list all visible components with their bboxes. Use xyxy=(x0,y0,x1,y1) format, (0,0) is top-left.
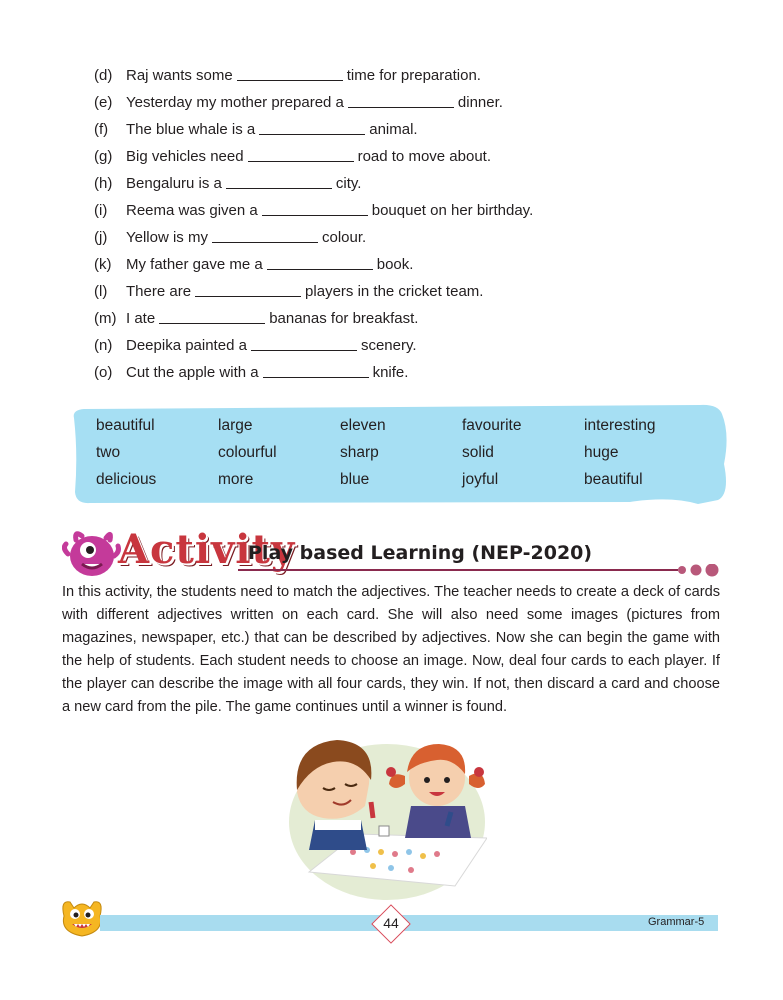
question-label: (o) xyxy=(94,364,113,381)
question-text: Cut the apple with a xyxy=(126,364,259,381)
heading-underline xyxy=(238,564,738,578)
answer-blank xyxy=(262,199,368,216)
word-box xyxy=(70,404,730,506)
word-option: solid xyxy=(462,444,494,461)
question-text: My father gave me a xyxy=(126,256,263,273)
question-text: Yellow is my xyxy=(126,229,208,246)
question-text: road to move about. xyxy=(357,148,491,165)
question-text: Raj wants some xyxy=(126,67,233,84)
word-option: two xyxy=(96,444,121,461)
word-option: beautiful xyxy=(584,471,643,488)
word-option: huge xyxy=(584,444,619,461)
question-item xyxy=(94,253,533,280)
question-label: (f) xyxy=(94,121,109,138)
question-item xyxy=(94,145,533,172)
question-label: (j) xyxy=(94,229,108,246)
question-list xyxy=(94,64,533,388)
question-text: bouquet on her birthday. xyxy=(371,202,534,219)
answer-blank xyxy=(348,91,454,108)
answer-blank xyxy=(195,280,301,297)
question-text: city. xyxy=(335,175,362,192)
answer-blank xyxy=(263,361,369,378)
question-text: Bengaluru is a xyxy=(126,175,222,192)
question-item xyxy=(94,361,533,388)
book-title: Grammar-5 xyxy=(648,916,705,928)
question-text: book. xyxy=(376,256,414,273)
question-label: (e) xyxy=(94,94,113,111)
answer-blank xyxy=(226,172,332,189)
activity-subtitle: Play based Learning (NEP-2020) xyxy=(248,542,593,564)
question-text: Reema was given a xyxy=(126,202,258,219)
question-item xyxy=(94,172,533,199)
answer-blank xyxy=(267,253,373,270)
question-text: Deepika painted a xyxy=(126,337,247,354)
word-option: joyful xyxy=(462,471,499,488)
question-item xyxy=(94,64,533,91)
answer-blank xyxy=(248,145,354,162)
question-item xyxy=(94,307,533,334)
question-label: (n) xyxy=(94,337,113,354)
word-option: favourite xyxy=(462,417,522,434)
question-item xyxy=(94,226,533,253)
answer-blank xyxy=(212,226,318,243)
word-option: beautiful xyxy=(96,417,155,434)
activity-paragraph: In this activity, the students need to match the adjectives. The teacher needs to create a deck of cards with different adjectives written on each card. She will also need some images (pictures from magazines, newspaper, etc.) that can be described by adjectives. Now she can begin the game with the help of students. Each student needs to choose an image. Now, deal four cards to each player. If the player can describe the image with all four cards, they win. If not, then discard a card and choose a new card from the pile. The game continues until a winner is found. xyxy=(62,584,720,715)
question-item xyxy=(94,118,533,145)
activity-title: Activity xyxy=(118,526,296,573)
word-option: large xyxy=(218,417,253,434)
answer-blank xyxy=(159,307,265,324)
answer-blank xyxy=(237,64,343,81)
question-label: (l) xyxy=(94,283,108,300)
answer-blank xyxy=(259,118,365,135)
word-option: eleven xyxy=(340,417,386,434)
word-option: sharp xyxy=(340,444,379,461)
question-item xyxy=(94,91,533,118)
answer-blank xyxy=(251,334,357,351)
question-label: (g) xyxy=(94,148,113,165)
question-text: I ate xyxy=(126,310,156,327)
page-number-badge xyxy=(377,910,405,938)
question-item xyxy=(94,199,533,226)
question-text: colour. xyxy=(321,229,367,246)
word-grid xyxy=(96,414,706,491)
question-text: There are xyxy=(126,283,192,300)
word-option: delicious xyxy=(96,471,157,488)
question-label: (k) xyxy=(94,256,112,273)
mascot-footer-icon xyxy=(58,896,106,940)
word-option: more xyxy=(218,471,254,488)
question-text: bananas for breakfast. xyxy=(269,310,419,327)
question-label: (m) xyxy=(94,310,117,327)
question-text: dinner. xyxy=(457,94,503,111)
question-label: (h) xyxy=(94,175,113,192)
word-option: interesting xyxy=(584,417,656,434)
question-text: players in the cricket team. xyxy=(305,283,484,300)
question-label: (i) xyxy=(94,202,108,219)
question-text: time for preparation. xyxy=(346,67,481,84)
question-text: knife. xyxy=(372,364,409,381)
activity-header xyxy=(62,520,722,582)
question-text: animal. xyxy=(369,121,418,138)
word-option: blue xyxy=(340,471,370,488)
question-text: scenery. xyxy=(360,337,417,354)
kids-board-game-illustration xyxy=(287,722,487,902)
question-item xyxy=(94,280,533,307)
monster-mascot-icon xyxy=(62,524,122,584)
question-text: The blue whale is a xyxy=(126,121,256,138)
page-number: 44 xyxy=(383,915,399,931)
question-text: Big vehicles need xyxy=(126,148,244,165)
question-text: Yesterday my mother prepared a xyxy=(126,94,344,111)
question-item xyxy=(94,334,533,361)
word-option: colourful xyxy=(218,444,277,461)
question-label: (d) xyxy=(94,67,113,84)
